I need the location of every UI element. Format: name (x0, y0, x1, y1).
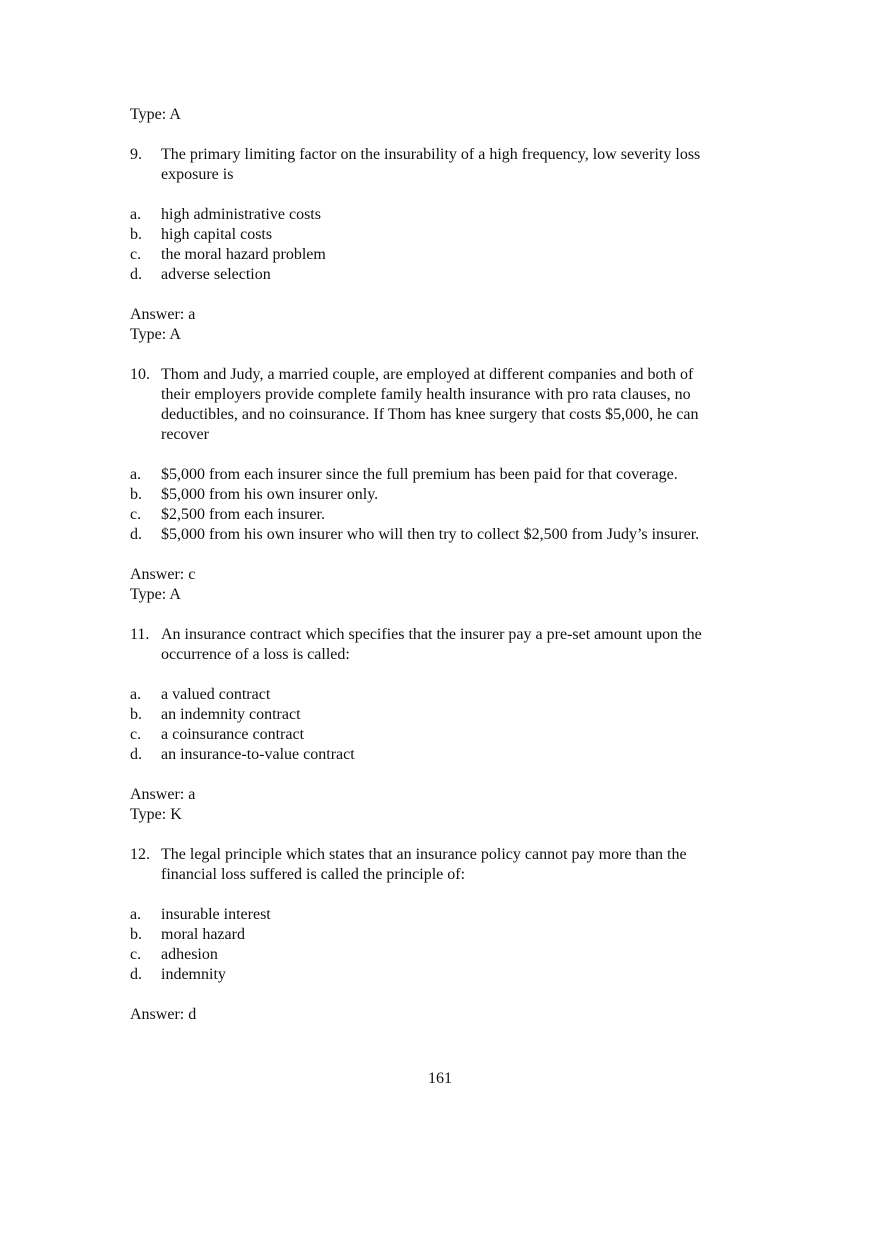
type-label: Type: A (130, 586, 181, 603)
question-line: financial loss suffered is called the principle of: (161, 866, 466, 883)
question-11 (130, 625, 750, 665)
question-line: their employers provide complete family health insurance with pro rata clauses, no (161, 386, 691, 403)
answer-label: Answer: a (130, 306, 196, 323)
option-text: $2,500 from each insurer. (161, 506, 325, 523)
option-text: high capital costs (161, 226, 273, 243)
type-label: Type: A (130, 326, 181, 343)
option-d (130, 965, 750, 985)
question-number: 11. (130, 626, 150, 643)
option-text: adhesion (161, 946, 218, 963)
option-text: a valued contract (161, 686, 271, 703)
option-text: $5,000 from his own insurer only. (161, 486, 379, 503)
option-letter: d. (130, 526, 142, 543)
option-a (130, 685, 750, 705)
option-text: $5,000 from each insurer since the full premium has been paid for that coverage. (161, 466, 678, 483)
option-letter: b. (130, 486, 142, 503)
option-text: an insurance-to-value contract (161, 746, 355, 763)
options-list (130, 685, 750, 765)
option-d (130, 525, 750, 545)
option-text: adverse selection (161, 266, 271, 283)
question-line: The legal principle which states that an insurance policy cannot pay more than the (161, 846, 687, 863)
option-letter: c. (130, 506, 142, 523)
option-text: an indemnity contract (161, 706, 301, 723)
option-b (130, 705, 750, 725)
option-letter: d. (130, 966, 142, 983)
option-letter: d. (130, 746, 142, 763)
answer-label: Answer: c (130, 566, 196, 583)
question-line: deductibles, and no coinsurance. If Thom has knee surgery that costs $5,000, he can (161, 406, 699, 423)
option-b (130, 225, 750, 245)
option-letter: c. (130, 726, 142, 743)
question-line: recover (161, 426, 209, 443)
question-line: Thom and Judy, a married couple, are employed at different companies and both of (161, 366, 694, 383)
options-list (130, 465, 750, 545)
page-content (130, 105, 750, 1025)
question-10 (130, 365, 750, 445)
option-letter: a. (130, 686, 142, 703)
question-9 (130, 145, 750, 185)
option-letter: c. (130, 246, 142, 263)
question-12 (130, 845, 750, 885)
option-letter: a. (130, 206, 142, 223)
question-text (161, 845, 750, 885)
question-text (161, 625, 750, 665)
question-line: The primary limiting factor on the insurability of a high frequency, low severity loss (161, 146, 701, 163)
type-label: Type: A (130, 106, 181, 123)
option-text: $5,000 from his own insurer who will then try to collect $2,500 from Judy’s insurer. (161, 526, 700, 543)
option-a (130, 465, 750, 485)
option-letter: b. (130, 926, 142, 943)
option-letter: a. (130, 906, 142, 923)
question-text (161, 145, 750, 185)
question-number: 12. (130, 846, 150, 863)
question-number: 9. (130, 146, 142, 163)
question-line: An insurance contract which specifies that the insurer pay a pre-set amount upon the (161, 626, 702, 643)
option-a (130, 205, 750, 225)
question-number: 10. (130, 366, 150, 383)
option-text: moral hazard (161, 926, 245, 943)
page-number: 161 (428, 1070, 452, 1087)
option-c (130, 945, 750, 965)
option-c (130, 245, 750, 265)
answer-label: Answer: d (130, 1006, 197, 1023)
option-letter: c. (130, 946, 142, 963)
option-d (130, 745, 750, 765)
option-letter: a. (130, 466, 142, 483)
option-d (130, 265, 750, 285)
option-text: a coinsurance contract (161, 726, 305, 743)
option-text: indemnity (161, 966, 226, 983)
option-text: the moral hazard problem (161, 246, 326, 263)
option-letter: b. (130, 226, 142, 243)
question-text (161, 365, 750, 445)
question-line: exposure is (161, 166, 234, 183)
answer-label: Answer: a (130, 786, 196, 803)
option-letter: b. (130, 706, 142, 723)
option-c (130, 505, 750, 525)
option-b (130, 485, 750, 505)
options-list (130, 905, 750, 985)
option-letter: d. (130, 266, 142, 283)
option-text: insurable interest (161, 906, 271, 923)
option-text: high administrative costs (161, 206, 321, 223)
type-label: Type: K (130, 806, 182, 823)
question-line: occurrence of a loss is called: (161, 646, 350, 663)
option-a (130, 905, 750, 925)
option-c (130, 725, 750, 745)
options-list (130, 205, 750, 285)
option-b (130, 925, 750, 945)
